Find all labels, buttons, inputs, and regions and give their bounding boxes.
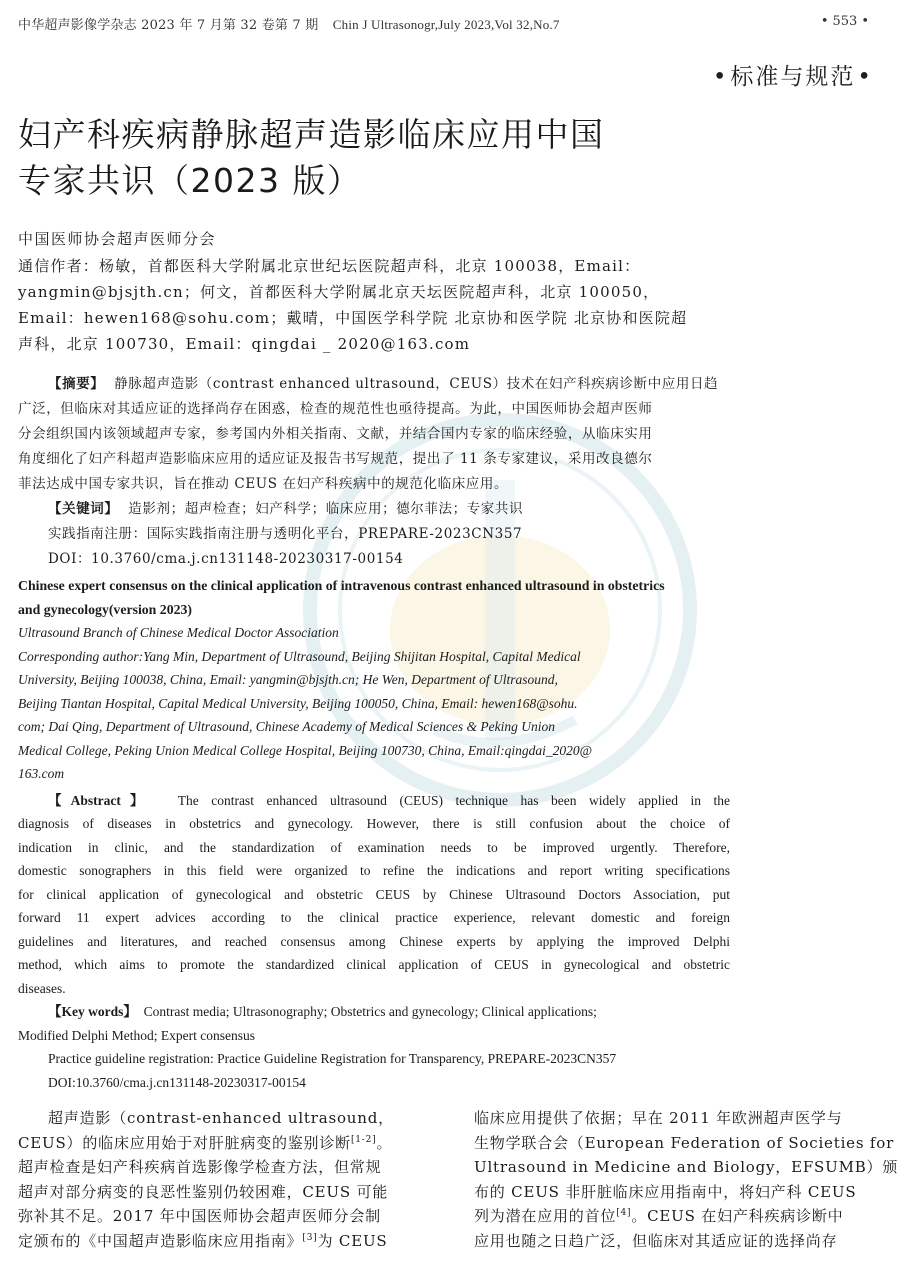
correspondence-line: Beijing Tiantan Hospital, Capital Medical University, Beijing 100050, China, Email: hewen168@sohu.	[18, 695, 578, 711]
abstract-line: forward 11 expert advices according to the clinical practice experience, relevant domestic and foreign	[18, 910, 730, 925]
registration-en: Practice guideline registration: Practice Guideline Registration for Transparency, PREPARE-2023CN357	[48, 1051, 617, 1066]
organization-en: Ultrasound Branch of Chinese Medical Doctor Association	[18, 625, 339, 640]
abstract-cn	[18, 372, 730, 572]
citation: [1-2]	[350, 1134, 377, 1145]
english-section	[18, 574, 730, 1094]
body-line: 应用也随之日趋广泛，但临床对其适应证的选择尚存	[474, 1231, 838, 1250]
abstract-en	[18, 789, 730, 1095]
page-number: • 553 •	[820, 14, 869, 29]
abstract-line: diagnosis of diseases in obstetrics and gynecology. However, there is still confusion about the choice of	[18, 816, 730, 831]
abstract-line: method, which aims to promote the standardized clinical application of CEUS in gynecological and obstetric	[18, 957, 730, 972]
body-line: 超声检查是妇产科疾病首选影像学检查方法，但常规	[18, 1158, 382, 1176]
abstract-line: indication in clinic, and the standardization of examination needs to be improved urgently. Therefore,	[18, 839, 730, 855]
correspondence-line: com; Dai Qing, Department of Ultrasound, Chinese Academy of Medical Sciences & Peking Union	[18, 719, 556, 734]
title-en: and gynecology(version 2023)	[18, 601, 192, 617]
keywords-label-en: 【Key words】	[48, 1004, 137, 1019]
author-organization-cn: 中国医师协会超声医师分会	[18, 230, 217, 248]
correspondence-line: 163.com	[18, 766, 65, 781]
citation: [3]	[302, 1232, 318, 1243]
correspondence-line: yangmin@bjsjth.cn；何文，首都医科大学附属北京天坛医院超声科，北京 100050，	[18, 283, 660, 301]
body-column-right	[474, 1106, 899, 1253]
body-line: 生物学联合会（European Federation of Societies for	[474, 1133, 895, 1152]
title-en: Chinese expert consensus on the clinical application of intravenous contrast enhanced ultrasound in obstetrics	[18, 578, 665, 593]
title-line: 专家共识（2023 版）	[18, 161, 362, 200]
keywords-cn: 造影剂；超声检查；妇产科学；临床应用；德尔菲法；专家共识	[128, 501, 524, 517]
abstract-line: 菲法达成中国专家共识，旨在推动 CEUS 在妇产科疾病中的规范化临床应用。	[18, 476, 509, 492]
keywords-en: Contrast media; Ultrasonography; Obstetrics and gynecology; Clinical applications;	[143, 1004, 597, 1019]
citation: [4]	[616, 1208, 632, 1218]
abstract-line: 分会组织国内该领域超声专家，参考国内外相关指南、文献，并结合国内专家的临床经验，从临床实用	[18, 426, 653, 442]
abstract-line: 静脉超声造影（contrast enhanced ultrasound，CEUS）技术在妇产科疾病诊断中应用日趋	[114, 376, 719, 392]
keywords-label-cn: 【关键词】	[48, 501, 119, 517]
abstract-line: 广泛，但临床对其适应证的选择尚存在困惑，检查的规范性也亟待提高。为此，中国医师协会超声医师	[18, 401, 653, 417]
correspondence-line: Corresponding author:Yang Min, Department of Ultrasound, Beijing Shijitan Hospital, Capital Medical	[18, 648, 581, 664]
correspondence-line: Medical College, Peking Union Medical College Hospital, Beijing 100730, China, Email:qingdai_2020@	[18, 742, 593, 758]
body-line: 超声造影（contrast-enhanced ultrasound，	[48, 1109, 394, 1127]
abstract-label-en: 【Abstract】	[48, 792, 153, 808]
keywords-en: Modified Delphi Method; Expert consensus	[18, 1027, 255, 1043]
title-line: 妇产科疾病静脉超声造影临床应用中国	[18, 115, 605, 154]
running-header	[18, 14, 560, 33]
article-title	[18, 112, 605, 204]
body-line: 布的 CEUS 非肝脏临床应用指南中，将妇产科 CEUS	[474, 1182, 857, 1201]
journal-cn: 中华超声影像学杂志 2023 年 7 月第 32 卷第 7 期	[18, 18, 319, 33]
doi-en: DOI:10.3760/cma.j.cn131148-20230317-00154	[48, 1074, 306, 1090]
body-line: 列为潜在应用的首位[4]。CEUS 在妇产科疾病诊断中	[474, 1207, 844, 1225]
section-tag: •标准与规范•	[712, 64, 873, 90]
body-line: Ultrasound in Medicine and Biology，EFSUMB）颁	[474, 1158, 899, 1176]
abstract-line: The contrast enhanced ultrasound (CEUS) technique has been widely applied in the	[177, 792, 730, 808]
registration-cn: 实践指南注册：国际实践指南注册与透明化平台，PREPARE-2023CN357	[48, 526, 523, 542]
body-line: 定颁布的《中国超声造影临床应用指南》[3]为 CEUS	[18, 1231, 388, 1250]
correspondence-line: 通信作者：杨敏，首都医科大学附属北京世纪坛医院超声科，北京 100038，Email：	[18, 257, 641, 275]
body-line: 超声对部分病变的良恶性鉴别仍较困难，CEUS 可能	[18, 1182, 389, 1201]
abstract-line: diseases.	[18, 980, 66, 996]
correspondence-line: 声科，北京 100730，Email：qingdai _ 2020@163.com	[18, 335, 471, 353]
correspondence-line: Email：hewen168@sohu.com；戴晴，中国医学科学院 北京协和医学院 北京协和医院超	[18, 309, 688, 327]
body-line: CEUS）的临床应用始于对肝脏病变的鉴别诊断[1-2]。	[18, 1133, 393, 1152]
body-line: 临床应用提供了依据；早在 2011 年欧洲超声医学与	[474, 1109, 843, 1127]
abstract-line: domestic sonographers in this field were organized to refine the indications and report writing specifications	[18, 863, 730, 878]
body-column-left	[18, 1106, 444, 1253]
journal-en: Chin J Ultrasonogr,July 2023,Vol 32,No.7	[332, 17, 560, 32]
doi-cn: DOI：10.3760/cma.j.cn131148-20230317-00154	[48, 551, 404, 567]
correspondence-line: University, Beijing 100038, China, Email: yangmin@bjsjth.cn; He Wen, Department of Ultrasound,	[18, 672, 558, 687]
abstract-line: for clinical application of gynecological and obstetric CEUS by Chinese Ultrasound Doctors Association, put	[18, 886, 730, 902]
abstract-label-cn: 【摘要】	[48, 376, 105, 392]
body-line: 弥补其不足。2017 年中国医师协会超声医师分会制	[18, 1207, 381, 1225]
abstract-line: guidelines and literatures, and reached consensus among Chinese experts by applying the improved Delphi	[18, 933, 730, 949]
abstract-line: 角度细化了妇产科超声造影临床应用的适应证及报告书写规范，提出了 11 条专家建议，采用改良德尔	[18, 451, 653, 467]
correspondence-cn	[18, 253, 728, 357]
